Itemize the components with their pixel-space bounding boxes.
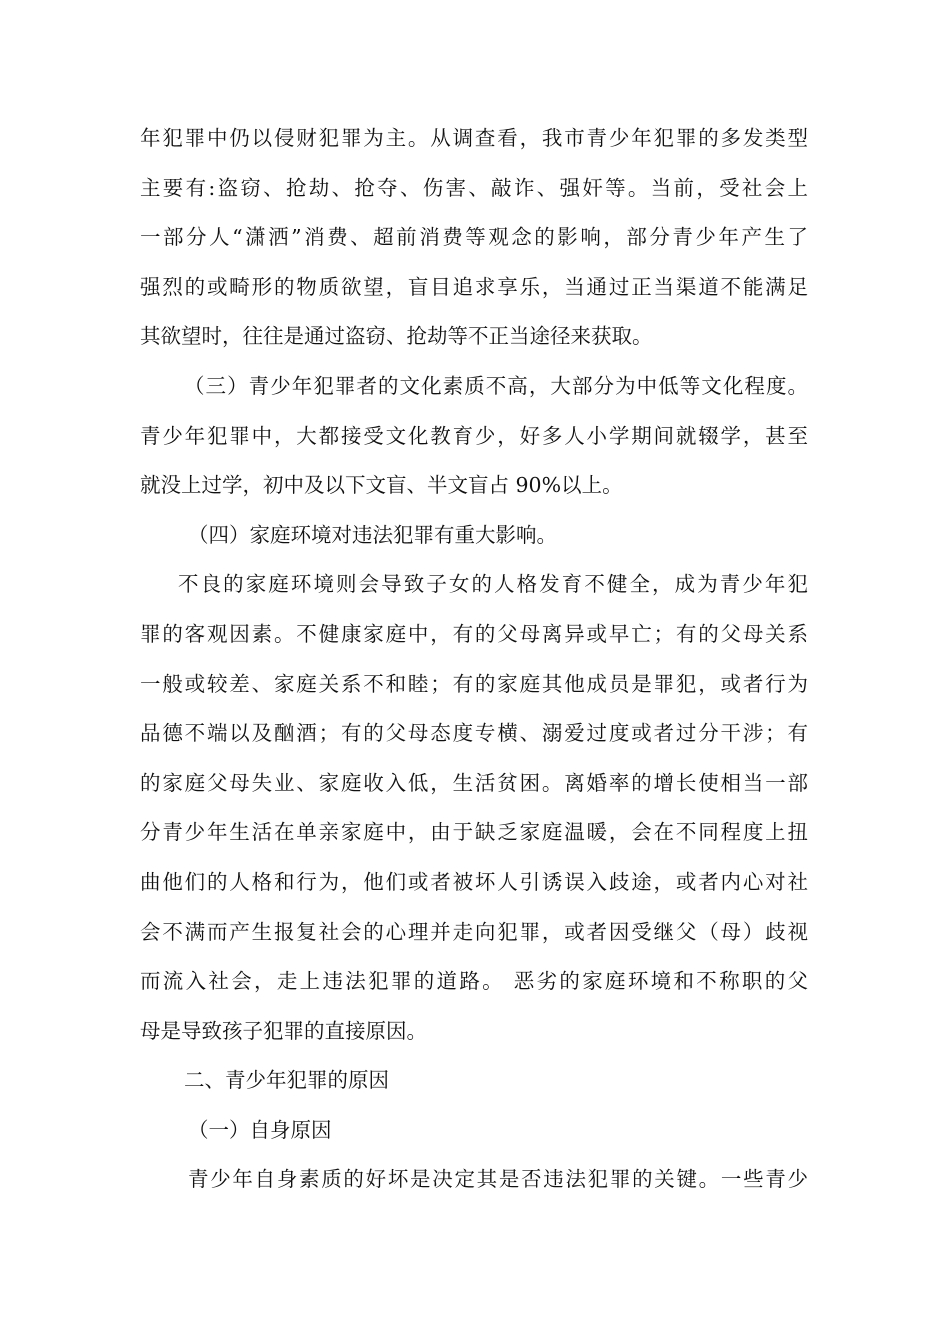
text-line: 而流入社会，走上违法犯罪的道路。 恶劣的家庭环境和不称职的父 [140, 969, 808, 994]
text-line: 分青少年生活在单亲家庭中，由于缺乏家庭温暖，会在不同程度上扭 [140, 820, 808, 845]
section-heading-causes: 二、青少年犯罪的原因 [184, 1068, 389, 1093]
text-line: 不良的家庭环境则会导致子女的人格发育不健全，成为青少年犯 [178, 572, 808, 597]
paragraph-family-heading [140, 511, 808, 561]
paragraph-self-cause-heading [140, 1106, 808, 1156]
text-line: 主要有:盗窃、抢劫、抢夺、伤害、敲诈、强奸等。当前，受社会上 [140, 175, 808, 200]
text-line: 青少年犯罪中，大都接受文化教育少，好多人小学期间就辍学，甚至 [140, 423, 808, 448]
text-line: 品德不端以及酗酒；有的父母态度专横、溺爱过度或者过分干涉；有 [140, 721, 808, 746]
text-line: 罪的客观因素。不健康家庭中，有的父母离异或早亡；有的父母关系 [140, 621, 808, 646]
paragraph-self-quality [140, 1155, 808, 1205]
text-line: 一部分人“潇洒”消费、超前消费等观念的影响，部分青少年产生了 [140, 225, 808, 250]
text-line: 强烈的或畸形的物质欲望，盲目追求享乐，当通过正当渠道不能满足 [140, 274, 808, 299]
section-heading-three: （三）青少年犯罪者的文化素质不高，大部分为中低等文化程度。 [184, 373, 808, 398]
text-line: 母是导致孩子犯罪的直接原因。 [140, 1018, 427, 1043]
text-line: 曲他们的人格和行为，他们或者被坏人引诱误入歧途，或者内心对社 [140, 869, 808, 894]
text-line: 就没上过学，初中及以下文盲、半文盲占 90%以上。 [140, 473, 623, 498]
section-heading-four: （四）家庭环境对违法犯罪有重大影响。 [188, 522, 557, 547]
text-line: 的家庭父母失业、家庭收入低，生活贫困。离婚率的增长使相当一部 [140, 770, 808, 795]
paragraph-property-crime [140, 114, 808, 362]
text-line: 其欲望时，往往是通过盗窃、抢劫等不正当途径来获取。 [140, 324, 653, 349]
text-line: 会不满而产生报复社会的心理并走向犯罪，或者因受继父（母）歧视 [140, 919, 808, 944]
text-line: 青少年自身素质的好坏是决定其是否违法犯罪的关键。一些青少 [188, 1167, 808, 1192]
subsection-heading-self: （一）自身原因 [188, 1117, 332, 1142]
text-line: 一般或较差、家庭关系不和睦；有的家庭其他成员是罪犯，或者行为 [140, 671, 808, 696]
paragraph-family-environment [140, 560, 808, 1056]
document-body [140, 114, 808, 1205]
paragraph-education-level [140, 362, 808, 511]
text-line: 年犯罪中仍以侵财犯罪为主。从调查看，我市青少年犯罪的多发类型 [140, 126, 808, 150]
paragraph-causes-heading [140, 1056, 808, 1106]
